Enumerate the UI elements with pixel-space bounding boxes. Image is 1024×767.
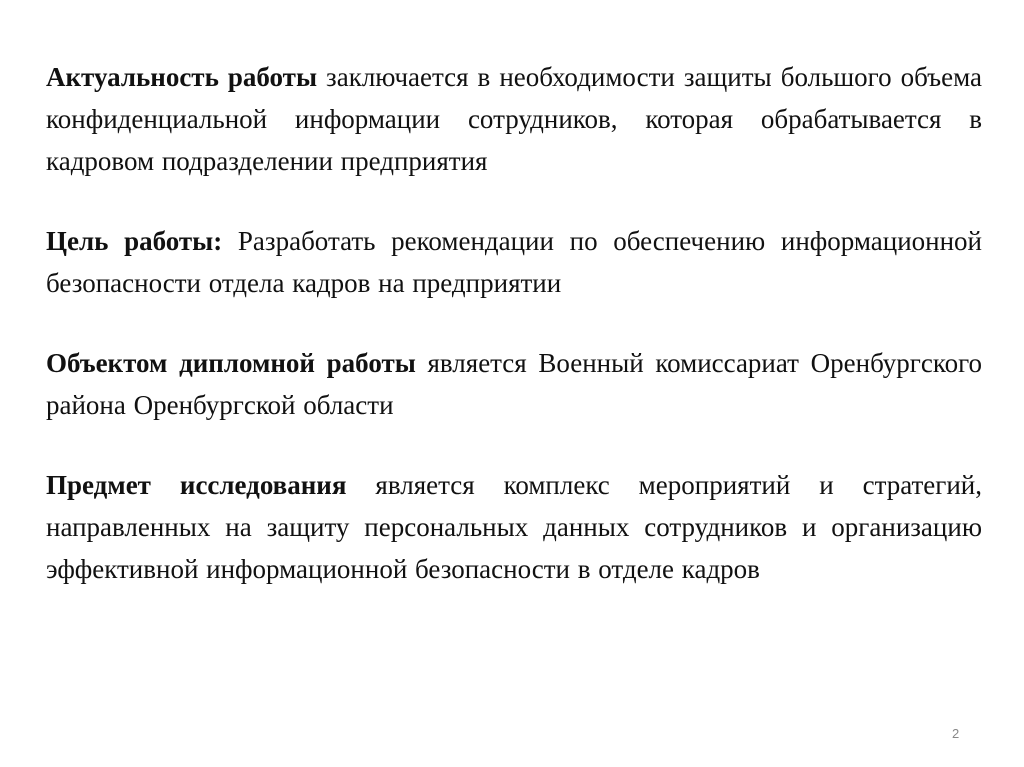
subject-heading: Предмет исследования [46,470,347,500]
relevance-text: заключается в необходимости защиты большого объема конфиденциальной информации сотрудников, которая обрабатывается в кадровом подразделении предприятия [46,62,983,176]
subject-text: является комплекс мероприятий и стратегий, направленных на защиту персональных данных сотрудников и организацию эффективной информационной безопасности в отделе кадров [46,470,983,584]
page-number: 2 [952,726,960,741]
relevance-paragraph [46,56,982,182]
object-heading: Объектом дипломной работы [46,348,416,378]
subject-paragraph [46,464,982,590]
object-paragraph [46,342,982,426]
relevance-heading: Актуальность работы [46,62,318,92]
goal-heading: Цель работы: [46,226,223,256]
goal-paragraph [46,220,982,304]
object-text: является Военный комиссариат Оренбургского района Оренбургской области [46,348,982,420]
goal-text: Разработать рекомендации по обеспечению информационной безопасности отдела кадров на предприятии [46,226,982,298]
slide-content [46,56,982,628]
